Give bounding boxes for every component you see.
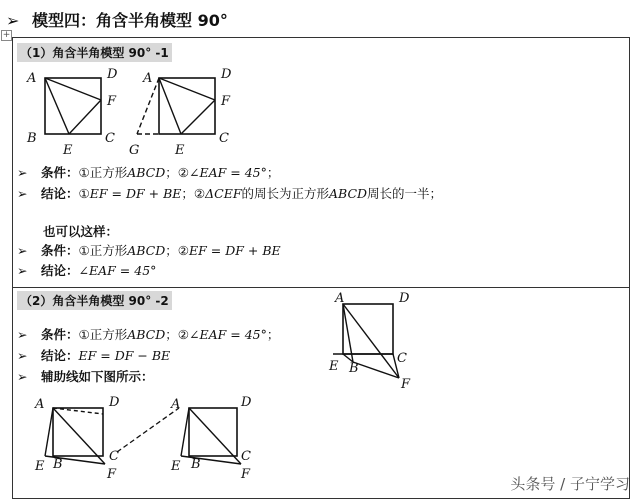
segment-ae (181, 408, 189, 456)
segment-af (159, 78, 215, 100)
table-row-divider (13, 287, 629, 288)
vertex-e: E (175, 143, 185, 158)
section1-also-heading: 也可以这样： (43, 224, 119, 239)
section1-figures (13, 62, 243, 162)
square-abcd (45, 78, 101, 134)
figure-2-aux (31, 396, 271, 496)
vertex-d: D (107, 67, 118, 82)
heading-title: 模型四：角含半角模型 90° (32, 11, 228, 30)
section2-label: （2）角含半角模型 90° -2 (17, 291, 172, 310)
section2-conditions: ➢ 条件：①正方形ABCD；②∠EAF = 45°； (17, 327, 280, 342)
vertex-f: F (107, 94, 117, 109)
vertex-c: C (105, 131, 115, 146)
vertex-d: D (399, 291, 410, 306)
vertex-a: A (335, 291, 345, 306)
vertex-e: E (63, 143, 73, 158)
vertex-a: A (27, 71, 37, 86)
vertex-b: B (53, 457, 63, 472)
section1-conditions: ➢ 条件：①正方形ABCD；②∠EAF = 45°； (17, 165, 280, 180)
segment-ae (159, 78, 181, 134)
vertex-c: C (109, 449, 119, 464)
segment-ef (69, 100, 101, 134)
table-move-handle[interactable]: + (2, 30, 11, 40)
figure-2-main (309, 290, 439, 390)
watermark: 头条号 / 子宁学习 (510, 475, 630, 493)
vertex-d: D (241, 396, 252, 410)
segment-connector-dashed (117, 408, 179, 452)
square-abcd (159, 78, 215, 134)
vertex-b: B (349, 361, 359, 376)
vertex-g: G (129, 143, 140, 158)
vertex-a: A (35, 397, 45, 412)
figure-1a (26, 67, 118, 158)
vertex-d: D (221, 67, 232, 82)
vertex-b: B (191, 457, 201, 472)
vertex-f: F (107, 467, 117, 482)
segment-dashed-top (53, 408, 103, 414)
figure-1b (129, 67, 232, 158)
segment-ef (181, 456, 241, 464)
vertex-a: A (143, 71, 153, 86)
vertex-e: E (329, 359, 339, 374)
section2-aux: ➢ 辅助线如下图所示： (17, 369, 154, 384)
vertex-e: E (35, 459, 45, 474)
vertex-c: C (219, 131, 229, 146)
figure-2-aux-right (170, 396, 252, 482)
vertex-e: E (171, 459, 181, 474)
section2-conclusion: ➢ 结论：EF = DF − BE (17, 348, 171, 363)
vertex-f: F (401, 377, 411, 390)
vertex-b: B (27, 131, 37, 146)
section1-conclusion-alt: ➢ 结论：∠EAF = 45° (17, 263, 157, 278)
content-table (12, 37, 630, 499)
section1-conditions-alt: ➢ 条件：①正方形ABCD；②EF = DF + BE (17, 243, 281, 258)
vertex-d: D (109, 396, 120, 410)
vertex-f: F (221, 94, 231, 109)
segment-ef (181, 100, 215, 134)
section1-conclusion: ➢ 结论：①EF = DF + BE；②ΔCEF的周长为正方形ABCD周长的一半； (17, 186, 443, 201)
vertex-c: C (241, 449, 251, 464)
figure-2-aux-left (34, 396, 120, 482)
vertex-f: F (241, 467, 251, 482)
vertex-a: A (171, 397, 181, 412)
section1-label: （1）角含半角模型 90° -1 (17, 43, 172, 62)
segment-ag-dashed (137, 78, 159, 134)
segment-ae (45, 408, 53, 456)
heading-bullet: ➢ (6, 11, 20, 30)
vertex-c: C (397, 351, 407, 366)
section-heading (6, 8, 228, 31)
